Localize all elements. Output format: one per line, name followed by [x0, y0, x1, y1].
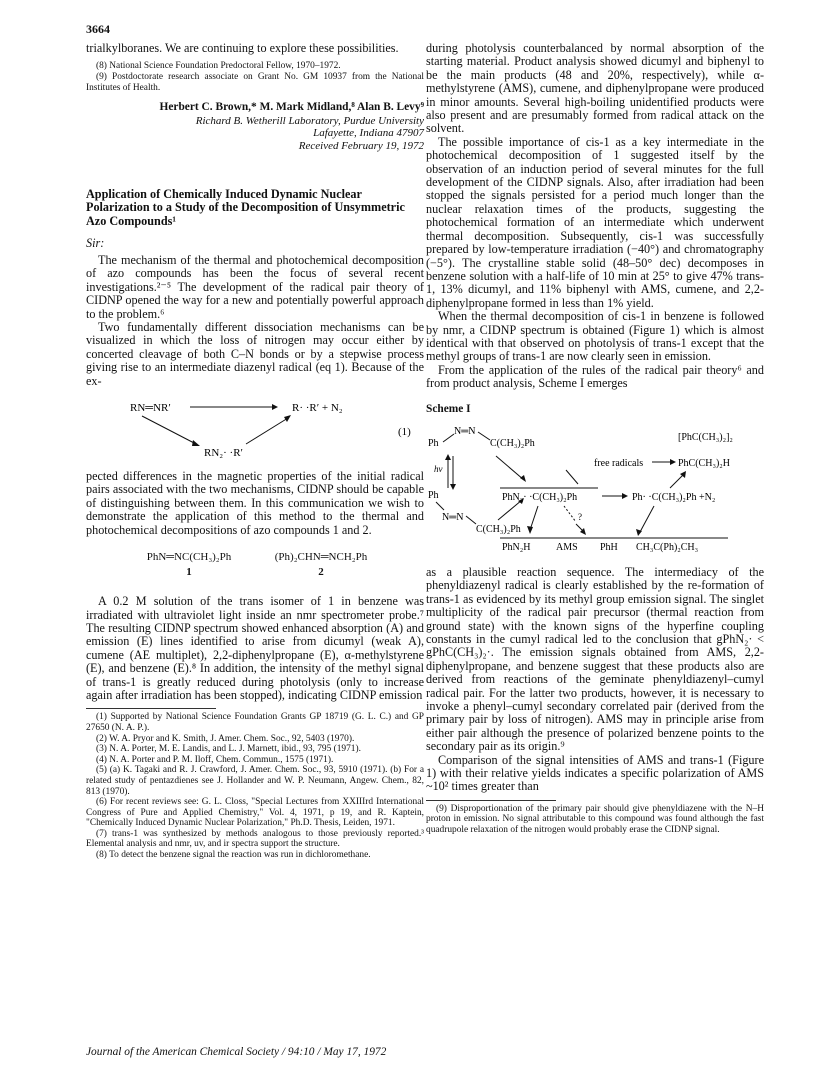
eq-intermediate: RN₂· ·R′: [204, 447, 243, 460]
scheme-1: [426, 416, 764, 566]
right-paragraph-5: as a plausible reaction sequence. The intermediacy of the phenyldiazenyl radical is clearly established by the re-formation of trans-1 as evidenced by its methyl group emission signal. The singlet multiplicity of the radical pair precursor (thermal reaction from ground state) with the known signs of the hyperfine coupling constants in the cumyl radical led to the conclusion that gPhN₂· < gPhC(CH₃)₂·. The emission signals obtained from AMS, 2,2-diphenylpropane, and benzene suggest that these products also are derived from reactions of the geminate phenyldiazenyl–cumyl radical pair. For the latter two products, however, it is necessary to invoke a phenyl–cumyl secondary correlated pair (derived from the primary pair by loss of nitrogen). AMS may in principle arise from either pair although the presence of polarized benzene points to the secondary pair as its origin.⁹: [426, 564, 764, 754]
scheme-ph-bottom: Ph: [428, 489, 439, 501]
salutation: Sir:: [86, 235, 105, 250]
paragraph-3: pected differences in the magnetic properties of the initial radical pairs associated with the two mechanisms, CIDNP should be capable of distinguishing between them. In this communication we wish to demonstrate the application of this method to the thermal and photochemical decompositions of azo compounds 1 and 2.: [86, 469, 424, 537]
paragraph-2: Two fundamentally different dissociation mechanisms can be visualized in which the loss of nitrogen may occur either by concerted cleavage of both C–N bonds or by a stepwise process giving rise to an intermediate diazenyl radical (eq 1). Because of the ex-: [86, 320, 424, 388]
scheme-c-top: C(CH₃)₂Ph: [490, 437, 535, 449]
footnote-9: (9) Postdoctorate research associate on Grant No. GM 10937 from the National Institutes of Health.: [86, 72, 424, 93]
paragraph-4: A 0.2 M solution of the trans isomer of 1 in benzene was irradiated with ultraviolet light inside an nmr spectrometer probe.⁷ The resulting CIDNP spectrum showed enhanced absorption (A) and emission (E) lines identified to arise from dicumyl (weak A), cumene (AE multiplet), 2,2-diphenylpropane (E), α-methylstyrene (E), and benzene (E).⁸ In addition, the intensity of the methyl signal of trans-1 is greatly reduced during photolysis (only to increase again after irradiation has been stopped), indicating CIDNP emission: [86, 594, 424, 702]
scheme-product-4: CH₃C(Ph)₂CH₃: [636, 541, 699, 553]
compound-2-formula: (Ph)₂CHN═NCH₂Ph: [274, 551, 368, 564]
right-paragraph-6: Comparison of the signal intensities of AMS and trans-1 (Figure 1) with their relative yields indicates a specific polarization of AMS ~10² times greater than: [426, 752, 764, 794]
scheme-dimer: [PhC(CH₃)₂]₂: [678, 431, 733, 443]
footnote-2: (2) W. A. Pryor and K. Smith, J. Amer. Chem. Soc., 92, 5403 (1970).: [96, 733, 355, 744]
compound-2: [256, 551, 386, 579]
footnote-8b: (8) To detect the benzene signal the reaction was run in dichloromethane.: [96, 850, 371, 861]
footnote-5: (5) (a) K. Tagaki and R. J. Crawford, J. Amer. Chem. Soc., 93, 5910 (1971). (b) For a related study of pentazdienes see J. Hollander and W. P. Neumann, Angew. Chem., 82, 813 (1970).: [86, 765, 424, 797]
scheme-question: ?: [578, 511, 582, 522]
footnote-divider: [86, 708, 216, 709]
scheme-label: Scheme I: [426, 402, 471, 415]
scheme-ph-top: Ph: [428, 437, 439, 449]
footnotes-top: [86, 61, 424, 93]
compounds: [86, 545, 424, 585]
scheme-pair-2: Ph· ·C(CH₃)₂Ph +N₂: [632, 491, 716, 503]
scheme-pair-1: PhN₂· ·C(CH₃)₂Ph: [502, 491, 578, 503]
eq-number: (1): [398, 426, 411, 439]
compound-1: [124, 551, 254, 579]
footnote-3: (3) N. A. Porter, M. E. Landis, and L. J. Marnett, ibid., 93, 795 (1971).: [96, 744, 361, 755]
eq-reactant: RN═NR′: [130, 402, 171, 415]
intro-text: trialkylboranes. We are continuing to explore these possibilities.: [86, 41, 399, 55]
eq-products: R· ·R′ + N₂: [292, 402, 343, 415]
left-column: [86, 42, 424, 861]
footnote-8: (8) National Science Foundation Predoctoral Fellow, 1970–1972.: [96, 61, 341, 72]
scheme-product-3: PhH: [600, 541, 618, 553]
scheme-diagram: [426, 416, 764, 566]
right-paragraph-3: When the thermal decomposition of cis-1 in benzene is followed by nmr, a CIDNP spectrum is obtained (Figure 1) which is almost identical with that observed on photolysis of trans-1 except that the methyl groups of trans-1 are now clearly seen in emission.: [426, 309, 764, 364]
scheme-nn-top: N═N: [454, 425, 476, 437]
right-paragraph-2: The possible importance of cis-1 as a key intermediate in the photochemical decomposition of 1 suggested itself by the observation of an induction period of several minutes for the full development of the CIDNP signals. Also, after irradiation had been stopped the signals persisted for a period much longer than the nuclear relaxation times of the products, suggesting the photochemical formation of an intermediate which underwent thermal decomposition. Subsequently, cis-1 was successfully prepared by low-temperature irradiation (−40°) and chromatography (−5°). The crystalline stable solid (48–50° dec) decomposes in benzene solution with a half-life of 10 min at 25° to give 47% trans-1, 13% dicumyl, and 11% biphenyl with AMS, cumene, and 2,2-diphenylpropane formed in less than 1% yield.: [426, 134, 764, 310]
right-column: [426, 42, 764, 836]
compound-1-formula: PhN═NC(CH₃)₂Ph: [146, 551, 232, 564]
footnote-6: (6) For recent reviews see: G. L. Closs, "Special Lectures from XXIIIrd International Congress of Pure and Applied Chemistry," Vol. 4, 1971, p 19, and R. Kaptein, "Chemically Induced Dynamic Nuclear Polarization," Ph.D. Thesis, Leiden, 1971.: [86, 797, 424, 829]
affiliation-line-1: Richard B. Wetherill Laboratory, Purdue University: [195, 114, 424, 127]
scheme-product-2: AMS: [556, 541, 578, 553]
journal-footer: Journal of the American Chemical Society / 94:10 / May 17, 1972: [86, 1046, 387, 1058]
paragraph-1: The mechanism of the thermal and photochemical decomposition of azo compounds has been the focus of several recent investigations.²⁻⁵ The development of the radical pair theory of CIDNP opened the way for a new and potentially powerful approach to the problem.⁶: [86, 253, 424, 321]
article-title: Application of Chemically Induced Dynamic Nuclear Polarization to a Study of the Decomposition of Unsymmetric Azo Compounds¹: [86, 186, 405, 228]
received-date: Received February 19, 1972: [298, 140, 424, 153]
scheme-product-1: PhN₂H: [502, 541, 531, 553]
footnote-1: (1) Supported by National Science Foundation Grants GP 18719 (G. L. C.) and GP 27650 (N. A. P.).: [86, 712, 424, 733]
scheme-c-bottom: C(CH₃)₂Ph: [476, 523, 521, 535]
authors: Herbert C. Brown,* M. Mark Midland,⁸ Alan B. Levy⁹: [159, 101, 424, 114]
compound-1-number: 1: [186, 565, 192, 578]
equation-arrows: [86, 394, 424, 464]
right-footnote-divider: [426, 800, 556, 801]
footnotes-bottom: [86, 712, 424, 860]
scheme-nn-bottom: N═N: [442, 511, 464, 523]
right-paragraph-4: From the application of the rules of the radical pair theory⁶ and from product analysis, Scheme I emerges: [426, 362, 764, 391]
footnote-4: (4) N. A. Porter and P. M. Iloff, Chem. Commun., 1575 (1971).: [96, 754, 334, 765]
scheme-free-radicals: free radicals: [594, 457, 644, 469]
equation-1: [86, 394, 424, 464]
footnote-9b: (9) Disproportionation of the primary pair should give phenyldiazene with the N–H proton in emission. No signal attributable to this compound was found although the fast quadrupole relaxation of the nitrogen would probably erase the CIDNP signal.: [426, 803, 764, 836]
compound-2-number: 2: [318, 565, 324, 578]
scheme-cumene: PhC(CH₃)₂H: [678, 457, 730, 469]
right-paragraph-1: during photolysis counterbalanced by normal absorption of the starting material. Product analysis showed dicumyl and biphenyl to be the main products (48 and 20%, respectively), while α-methylstyrene (AMS), cumene, and diphenylpropane were produced in minor amounts. Several high-boiling unidentified products were also present and are presumably formed from radical attack on the solvent.: [426, 41, 764, 136]
affiliation-line-2: Lafayette, Indiana 47907: [313, 127, 424, 139]
page-number: 3664: [86, 22, 110, 36]
footnote-7: (7) trans-1 was synthesized by methods analogous to those previously reported.³ Elemental analysis and nmr, uv, and ir spectra support the structure.: [86, 828, 424, 850]
scheme-hv: hν: [434, 463, 443, 474]
